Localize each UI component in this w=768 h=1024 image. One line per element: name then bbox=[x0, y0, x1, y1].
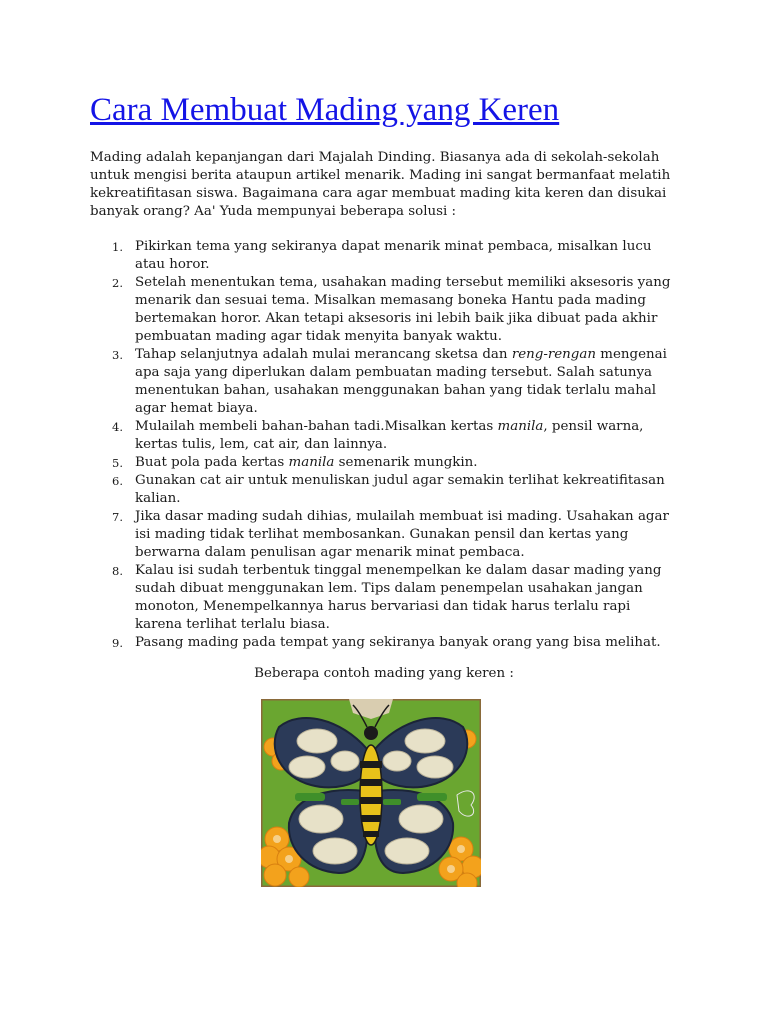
step-number: 1. bbox=[112, 240, 123, 254]
mading-example-image bbox=[261, 699, 481, 887]
step-text: Kalau isi sudah terbentuk tinggal menempelkan ke dalam dasar mading yang sudah dibuat menggunakan lem. Tips dalam penempelan usahakan jangan monoton, Menempelkannya harus bervariasi dan tidak harus terlalu rapi karena terlihat terlalu biasa. bbox=[135, 563, 662, 632]
step-text: mengenai apa saja yang diperlukan dalam pembuatan mading tersebut. Salah satunya menentukan bahan, usahakan menggunakan bahan yang tidak terlalu mahal agar hemat biaya. bbox=[135, 347, 667, 416]
step-number: 3. bbox=[112, 348, 123, 362]
step-number: 8. bbox=[112, 564, 123, 578]
butterfly-mading-illustration bbox=[261, 699, 481, 887]
article-title[interactable]: Cara Membuat Mading yang Keren bbox=[90, 92, 560, 128]
step-item bbox=[90, 562, 680, 634]
step-text: Mulailah membeli bahan-bahan tadi.Misalkan kertas bbox=[135, 419, 498, 434]
step-text: Buat pola pada kertas bbox=[135, 455, 289, 470]
step-text: semenarik mungkin. bbox=[334, 455, 478, 470]
step-item bbox=[90, 346, 680, 418]
step-number: 7. bbox=[112, 510, 123, 524]
step-text: , pensil warna, kertas tulis, lem, cat air, dan lainnya. bbox=[135, 419, 644, 452]
steps-list bbox=[90, 238, 680, 652]
step-item bbox=[90, 454, 680, 472]
step-text: Setelah menentukan tema, usahakan mading tersebut memiliki aksesoris yang menarik dan sesuai tema. Misalkan memasang boneka Hantu pada mading bertemakan horor. Akan tetapi aksesoris ini lebih baik jika dibuat pada akhir pembuatan mading agar tidak menyita banyak waktu. bbox=[135, 275, 671, 344]
step-text: Pasang mading pada tempat yang sekiranya banyak orang yang bisa melihat. bbox=[135, 635, 661, 650]
step-number: 9. bbox=[112, 636, 123, 650]
intro-paragraph: Mading adalah kepanjangan dari Majalah Dinding. Biasanya ada di sekolah-sekolah untuk mengisi berita ataupun artikel menarik. Mading ini sangat bermanfaat melatih kekreatifitasan siswa. Bagaimana cara agar membuat mading kita keren dan disukai banyak orang? Aa' Yuda mempunyai beberapa solusi : bbox=[90, 150, 671, 219]
step-number: 4. bbox=[112, 420, 123, 434]
step-text: Pikirkan tema yang sekiranya dapat menarik minat pembaca, misalkan lucu atau horor. bbox=[135, 239, 652, 272]
step-item bbox=[90, 508, 680, 562]
step-text: Gunakan cat air untuk menuliskan judul agar semakin terlihat kekreatifitasan kalian. bbox=[135, 473, 665, 506]
step-number: 2. bbox=[112, 276, 123, 290]
step-item bbox=[90, 634, 680, 652]
step-item bbox=[90, 238, 680, 274]
step-item bbox=[90, 274, 680, 346]
step-number: 6. bbox=[112, 474, 123, 488]
step-item bbox=[90, 472, 680, 508]
step-text: Tahap selanjutnya adalah mulai merancang sketsa dan bbox=[135, 347, 512, 362]
step-text: Jika dasar mading sudah dihias, mulailah membuat isi mading. Usahakan agar isi mading tidak terlihat membosankan. Gunakan pensil dan kertas yang berwarna dalam penulisan agar menarik minat pembaca. bbox=[135, 509, 669, 560]
step-number: 5. bbox=[112, 456, 123, 470]
step-emphasis: manila bbox=[288, 455, 335, 470]
step-emphasis: manila bbox=[497, 419, 544, 434]
step-item bbox=[90, 418, 680, 454]
step-emphasis: reng-rengan bbox=[511, 347, 596, 362]
image-caption: Beberapa contoh mading yang keren : bbox=[254, 666, 514, 681]
